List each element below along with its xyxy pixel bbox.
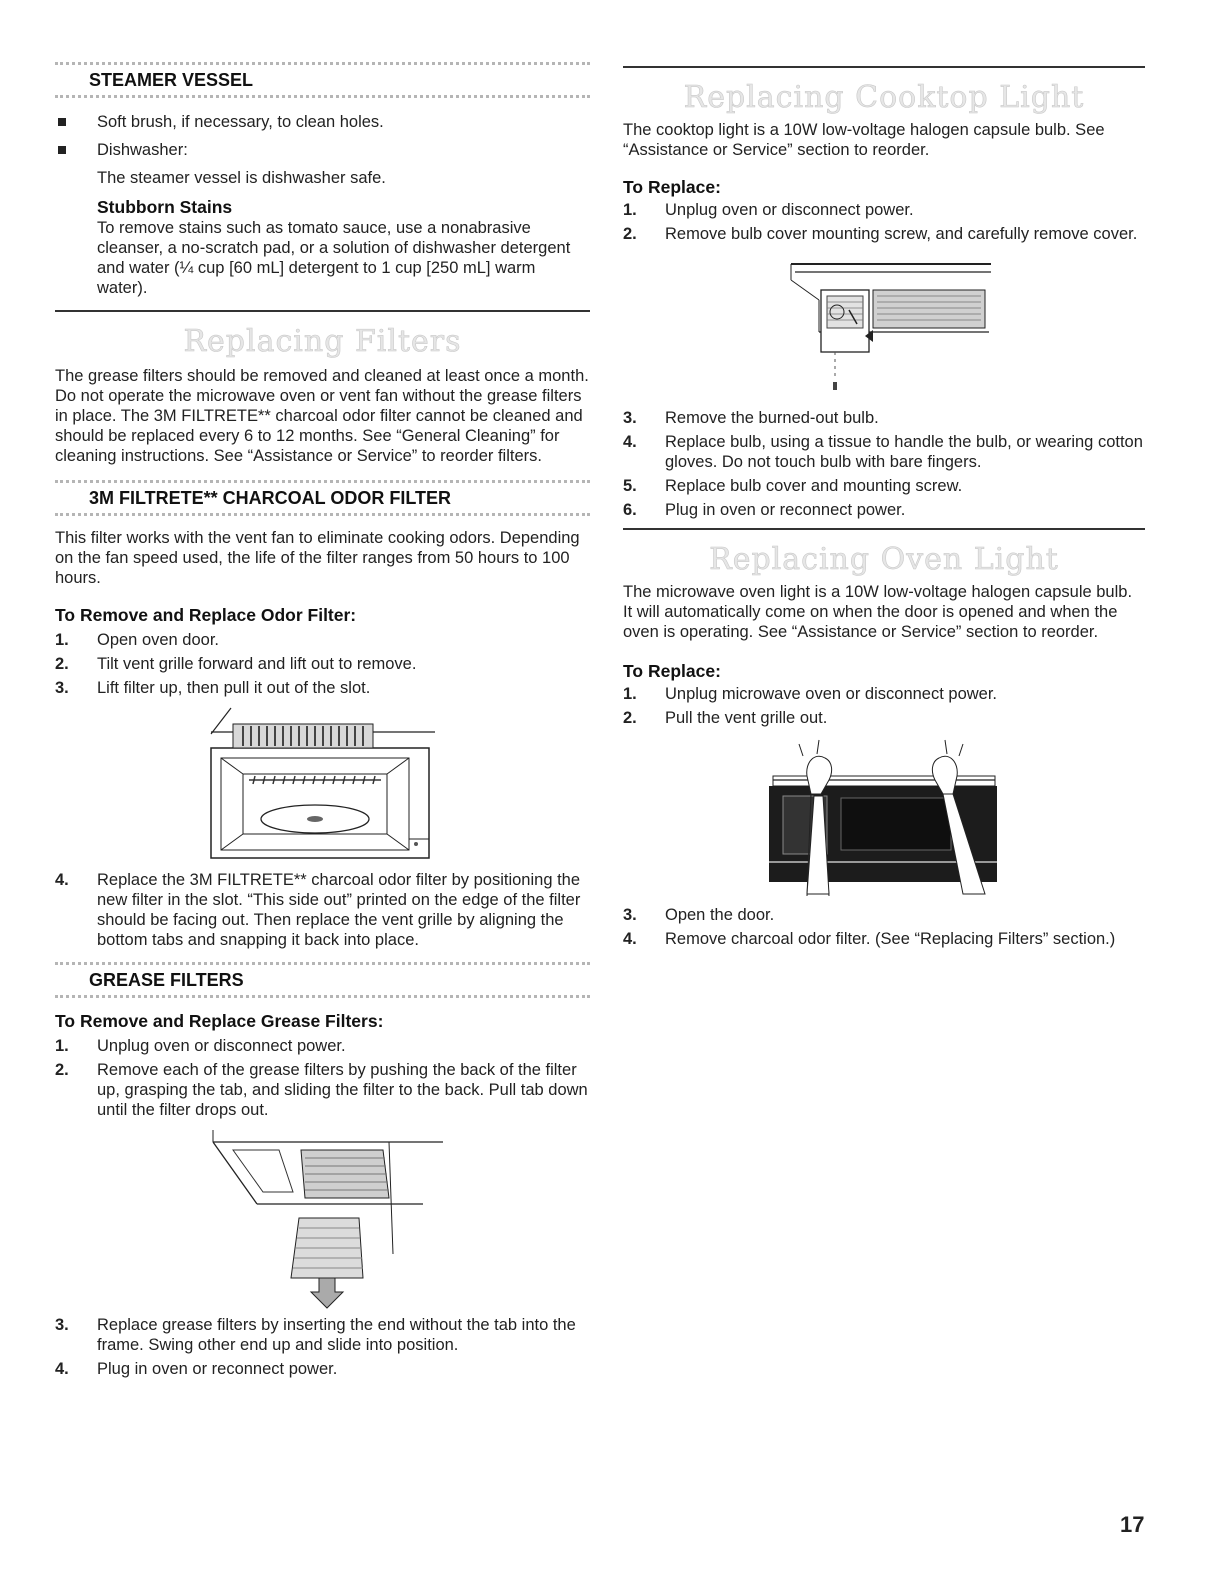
step-item (623, 684, 1145, 704)
step-number: 4. (623, 930, 637, 948)
step-text: Replace bulb cover and mounting screw. (665, 477, 963, 495)
step-text: Remove bulb cover mounting screw, and carefully remove cover. (665, 225, 1138, 243)
step-item (55, 1036, 590, 1056)
step-item (55, 630, 590, 650)
step-text: Unplug microwave oven or disconnect power. (665, 685, 998, 703)
step-number: 4. (55, 871, 69, 889)
cooktop-replace-heading: To Replace: (623, 177, 721, 197)
step-item (55, 1060, 590, 1120)
step-text: Remove each of the grease filters by pushing the back of the filter up, grasping the tab, and sliding the filter to the back. Pull tab down until the filter drops out. (97, 1061, 588, 1119)
step-number: 2. (55, 1061, 69, 1079)
divider (55, 513, 590, 516)
bullet-item: Soft brush, if necessary, to clean holes. (55, 112, 590, 132)
step-number: 3. (623, 906, 637, 924)
section-rule (623, 528, 1145, 530)
step-item (623, 905, 1145, 925)
step-number: 3. (55, 679, 69, 697)
step-number: 1. (55, 631, 69, 649)
paragraph: The microwave oven light is a 10W low-voltage halogen capsule bulb. It will automatically come on when the door is opened and when the oven is operating. See “Assistance or Service” section to reorder. (623, 583, 1133, 641)
cooktop-light-illustration (769, 250, 999, 400)
page-number: 17 (1120, 1512, 1145, 1537)
step-item (623, 500, 1145, 520)
step-text: Plug in oven or reconnect power. (97, 1360, 338, 1378)
step-item (623, 476, 1145, 496)
step-number: 4. (55, 1360, 69, 1378)
step-text: Tilt vent grille forward and lift out to remove. (97, 655, 417, 673)
step-item (623, 408, 1145, 428)
section-heading-charcoal: 3M FILTRETE** CHARCOAL ODOR FILTER (89, 488, 451, 508)
step-item (55, 1359, 590, 1379)
step-number: 1. (623, 685, 637, 703)
step-item (623, 929, 1145, 949)
odor-filter-illustration (203, 704, 443, 864)
step-text: Plug in oven or reconnect power. (665, 501, 906, 519)
section-title-replacing-filters: Replacing Filters (183, 324, 462, 359)
step-text: Open oven door. (97, 631, 220, 649)
oven-replace-heading: To Replace: (623, 661, 721, 681)
step-item (623, 708, 1145, 728)
section-title-replacing-oven-light: Replacing Oven Light (709, 542, 1059, 577)
step-number: 1. (55, 1037, 69, 1055)
step-number: 6. (623, 501, 637, 519)
step-number: 3. (55, 1316, 69, 1334)
step-number: 2. (55, 655, 69, 673)
step-item (623, 200, 1145, 220)
section-rule (55, 310, 590, 312)
grease-filter-illustration (193, 1126, 453, 1311)
step-text: Replace the 3M FILTRETE** charcoal odor filter by positioning the new filter in the slot. “This side out” printed on the edge of the filter should be facing out. Then replace the vent grille by aligning the bottom tabs and snapping it back into place. (97, 871, 581, 949)
section-title-replacing-cooktop-light: Replacing Cooktop Light (683, 80, 1085, 115)
right-column (623, 66, 1145, 949)
left-column (55, 62, 590, 1379)
step-text: Unplug oven or disconnect power. (97, 1037, 346, 1055)
step-number: 5. (623, 477, 637, 495)
step-text: Replace grease filters by inserting the end without the tab into the frame. Swing other end up and slide into position. (97, 1316, 576, 1354)
step-item (55, 654, 590, 674)
step-text: Replace bulb, using a tissue to handle the bulb, or wearing cotton gloves. Do not touch bulb with bare fingers. (665, 433, 1143, 471)
step-text: Remove the burned-out bulb. (665, 409, 879, 427)
paragraph: This filter works with the vent fan to eliminate cooking odors. Depending on the fan speed used, the life of the filter ranges from 50 hours to 100 hours. (55, 529, 580, 587)
grease-steps-heading: To Remove and Replace Grease Filters: (55, 1011, 384, 1031)
step-text: Open the door. (665, 906, 775, 924)
step-text: Remove charcoal odor filter. (See “Replacing Filters” section.) (665, 930, 1116, 948)
step-item (623, 224, 1145, 244)
step-text: Lift filter up, then pull it out of the slot. (97, 679, 371, 697)
bullet-item: Dishwasher: (55, 140, 590, 160)
odor-steps-heading: To Remove and Replace Odor Filter: (55, 605, 357, 625)
stubborn-stains-heading: Stubborn Stains (97, 197, 233, 217)
step-text: Unplug oven or disconnect power. (665, 201, 914, 219)
step-number: 1. (623, 201, 637, 219)
step-number: 3. (623, 409, 637, 427)
vent-grille-illustration (759, 736, 1009, 901)
divider (55, 95, 590, 98)
paragraph: The cooktop light is a 10W low-voltage halogen capsule bulb. See “Assistance or Service” section to reorder. (623, 121, 1105, 159)
step-number: 2. (623, 225, 637, 243)
section-heading-grease: GREASE FILTERS (89, 970, 244, 990)
step-item (55, 870, 590, 950)
section-heading-steamer: STEAMER VESSEL (89, 70, 254, 90)
step-number: 2. (623, 709, 637, 727)
step-item (55, 678, 590, 698)
step-item (55, 1315, 590, 1355)
section-rule (623, 66, 1145, 68)
paragraph: To remove stains such as tomato sauce, use a nonabrasive cleanser, a no-scratch pad, or a solution of dishwasher detergent and water (¼ cup [60 mL] detergent to 1 cup [250 mL] warm water). (97, 219, 571, 297)
step-number: 4. (623, 433, 637, 451)
step-item (623, 432, 1145, 472)
paragraph: The grease filters should be removed and cleaned at least once a month. Do not operate the microwave oven or vent fan without the grease filters in place. The 3M FILTRETE** charcoal odor filter cannot be cleaned and should be replaced every 6 to 12 months. See “General Cleaning” for cleaning instructions. See “Assistance or Service” to reorder filters. (55, 367, 589, 465)
paragraph: The steamer vessel is dishwasher safe. (97, 169, 386, 187)
divider (55, 995, 590, 998)
step-text: Pull the vent grille out. (665, 709, 828, 727)
